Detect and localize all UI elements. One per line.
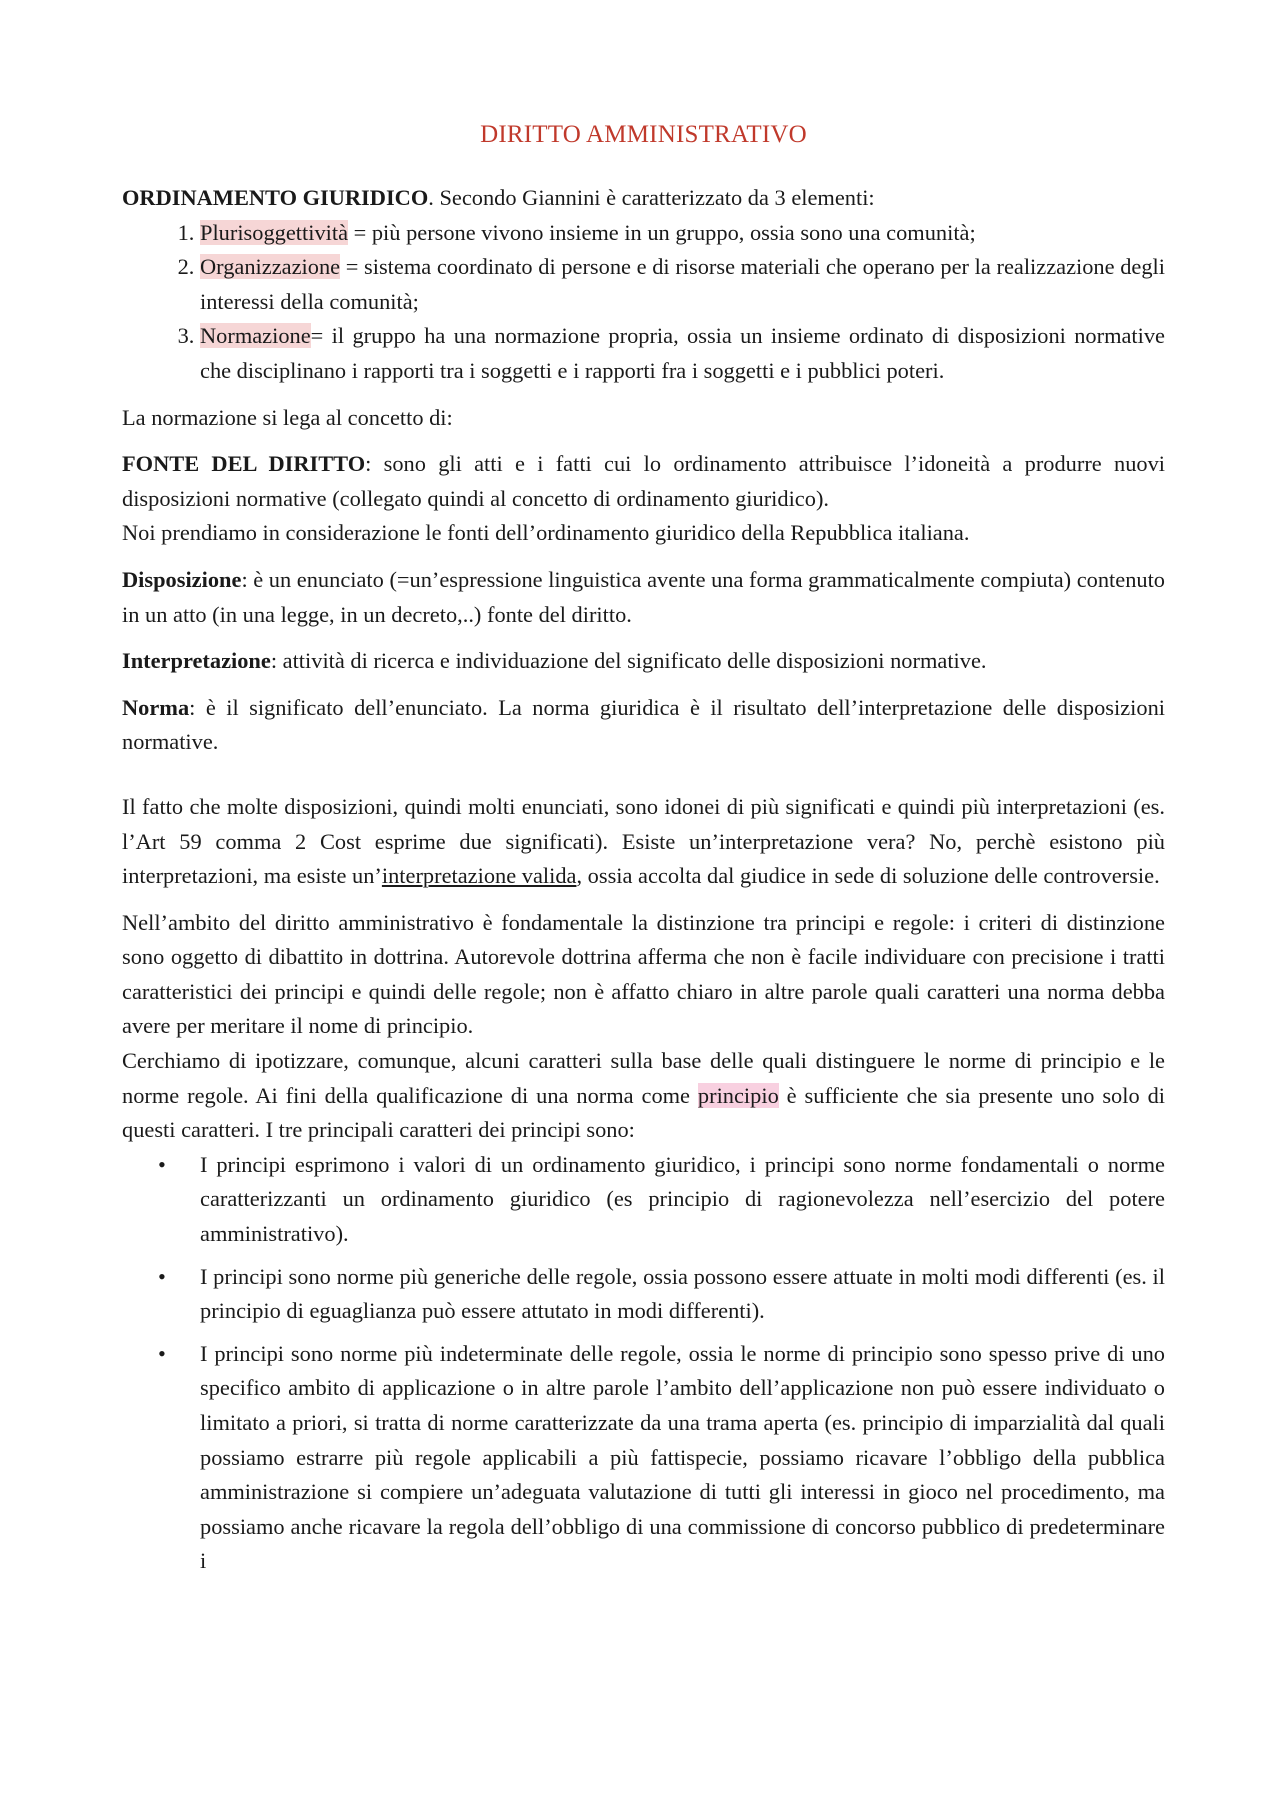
list-item — [158, 1148, 1165, 1252]
list-item-text: = sistema coordinato di persone e di risorse materiali che operano per la realizzazione degli interessi della comunità; — [200, 254, 1165, 314]
list-item-text: I principi sono norme più indeterminate delle regole, ossia le norme di principio sono spesso prive di uno specifico ambito di applicazione o in altre parole l’ambito dell’applicazione non può essere individuato o limitato a priori, si tratta di norme caratterizzate da una trama aperta (es. principio di imparzialità dal quali possiamo estrarre più regole applicabili a più fattispecie, possiamo ricavare l’obbligo della pubblica amministrazione si compiere un’adeguata valutazione di tutti gli interessi in gioco nel procedimento, ma possiamo anche ricavare la regola dell’obbligo di una commissione di concorso pubblico di predeterminare i — [200, 1340, 1165, 1574]
disposizione-paragraph — [122, 563, 1165, 632]
principi-list — [122, 1148, 1165, 1579]
document-page — [122, 118, 1165, 1587]
disposizione-heading: Disposizione — [122, 566, 242, 592]
fatto-text-end: , ossia accolta dal giudice in sede di soluzione delle controversie. — [576, 863, 1160, 889]
normazione-paragraph: La normazione si lega al concetto di: — [122, 404, 453, 430]
list-item — [158, 1260, 1165, 1329]
interpretazione-valida-underlined: interpretazione valida — [381, 863, 577, 889]
list-item-text: I principi sono norme più generiche delle regole, ossia possono essere attuate in molti modi differenti (es. il principio di eguaglianza può essere attutato in modi differenti). — [200, 1263, 1165, 1324]
fatto-text: Il fatto che molte disposizioni, quindi molti enunciati, sono idonei di più significati e quindi più interpretazioni (es. l’Art 59 comma 2 Cost esprime due significati). Esiste un’interpretazione vera? No, perchè esistono più interpretazioni, ma esiste un’ — [122, 793, 1165, 889]
term-normazione: Normazione — [200, 323, 311, 349]
cerchiamo-paragraph — [122, 1044, 1165, 1148]
norma-paragraph — [122, 691, 1165, 760]
fonte-paragraph — [122, 447, 1165, 516]
interpretazione-paragraph — [122, 644, 1165, 679]
bullet-icon: • — [158, 1263, 166, 1289]
list-item — [200, 216, 1165, 251]
ambito-paragraph: Nell’ambito del diritto amministrativo è fondamentale la distinzione tra principi e regole: i criteri di distinzione sono oggetto di dibattito in dottrina. Autorevole dottrina afferma che non è facile individuare con precisione i tratti caratteristici dei principi e quindi delle regole; non è affatto chiaro in altre parole quali caratteri una norma debba avere per meritare il nome di principio. — [122, 909, 1165, 1039]
term-organizzazione: Organizzazione — [200, 254, 341, 280]
cerchiamo-text-end: è sufficiente che sia presente uno solo di questi caratteri. I tre principali caratteri dei principi sono: — [122, 1082, 1165, 1143]
list-item-text: I principi esprimono i valori di un ordinamento giuridico, i principi sono norme fondamentali o norme caratterizzanti un ordinamento giuridico (es principio di ragionevolezza nell’esercizio del potere amministrativo). — [200, 1151, 1165, 1247]
document-title: DIRITTO AMMINISTRATIVO — [480, 121, 807, 148]
list-item — [158, 1337, 1165, 1579]
fonte-heading: FONTE DEL DIRITTO — [122, 451, 366, 477]
bullet-icon: • — [158, 1340, 166, 1366]
principio-highlight: principio — [697, 1082, 779, 1108]
fonte-text: : sono gli atti e i fatti cui lo ordinamento attribuisce l’idoneità a produrre nuovi disposizioni normative (collegato quindi al concetto di ordinamento giuridico). — [122, 451, 1165, 511]
norma-heading: Norma — [122, 694, 190, 720]
term-plurisoggettivita: Plurisoggettività — [200, 219, 349, 245]
list-item — [200, 250, 1165, 319]
cerchiamo-text: Cerchiamo di ipotizzare, comunque, alcuni caratteri sulla base delle quali distinguere le norme di principio e le norme regole. Ai fini della qualificazione di una norma come — [122, 1048, 1165, 1108]
ordinamento-heading: ORDINAMENTO GIURIDICO — [122, 185, 429, 210]
ordinamento-intro: . Secondo Giannini è caratterizzato da 3 elementi: — [428, 185, 875, 210]
disposizione-text: : è un enunciato (=un’espressione linguistica avente una forma grammaticalmente compiuta) contenuto in un atto (in una legge, in un decreto,..) fonte del diritto. — [122, 566, 1165, 627]
list-item-text: = il gruppo ha una normazione propria, ossia un insieme ordinato di disposizioni normative che disciplinano i rapporti tra i soggetti e i rapporti fra i soggetti e i pubblici poteri. — [200, 323, 1165, 383]
list-item — [200, 319, 1165, 388]
fonte-paragraph-2: Noi prendiamo in considerazione le fonti dell’ordinamento giuridico della Repubblica italiana. — [122, 520, 970, 546]
fatto-paragraph — [122, 790, 1165, 894]
norma-text: : è il significato dell’enunciato. La norma giuridica è il risultato dell’interpretazione delle disposizioni normative. — [122, 694, 1165, 755]
elements-list — [122, 216, 1165, 389]
ordinamento-paragraph — [122, 181, 1165, 216]
interpretazione-text: : attività di ricerca e individuazione del significato delle disposizioni normative. — [270, 648, 987, 674]
interpretazione-heading: Interpretazione — [122, 648, 271, 674]
list-item-text: = più persone vivono insieme in un gruppo, ossia sono una comunità; — [348, 219, 976, 245]
bullet-icon: • — [158, 1151, 166, 1177]
